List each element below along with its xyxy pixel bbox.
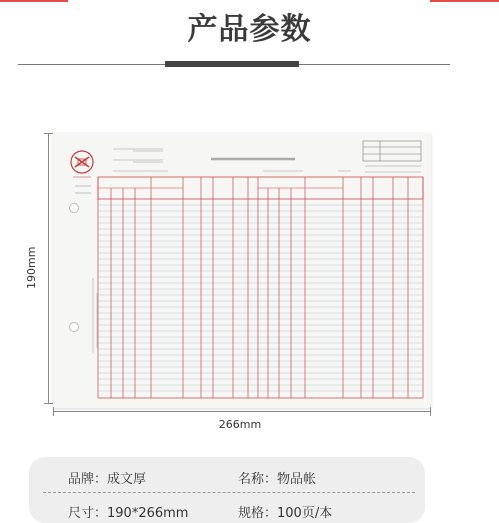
spec-format <box>238 502 332 521</box>
spec-name <box>238 468 316 487</box>
spec-format-label: 规格： <box>238 506 278 521</box>
ledger-form-drawing <box>53 133 431 408</box>
spec-size <box>68 502 188 521</box>
page-title: 产品参数 <box>187 12 312 47</box>
spec-name-label: 名称： <box>238 472 278 487</box>
binding-hole-bottom <box>69 322 79 332</box>
spec-brand <box>68 468 146 487</box>
height-dimension-tick-bottom <box>44 403 53 404</box>
ledger-sheet-image <box>53 133 431 408</box>
spec-brand-value: 成文厚 <box>107 472 147 487</box>
spec-name-value: 物品帐 <box>277 472 317 487</box>
width-dimension-line <box>53 411 431 412</box>
width-dimension-label: 266mm <box>218 418 262 431</box>
spec-brand-label: 品牌： <box>68 472 108 487</box>
height-dimension-tick-top <box>44 133 53 134</box>
ledger-grid <box>98 177 423 398</box>
title-underline <box>165 61 299 67</box>
width-dimension-tick-right <box>430 407 431 416</box>
spec-size-value: 190*266mm <box>107 506 189 521</box>
height-dimension-label: 190mm <box>25 246 38 290</box>
spec-format-value: 100页/本 <box>277 506 333 521</box>
height-dimension-line <box>48 133 49 404</box>
brand-seal-icon <box>71 151 93 193</box>
binding-hole-top <box>69 203 79 213</box>
spec-size-label: 尺寸： <box>68 506 108 521</box>
top-accent-strip <box>0 0 499 3</box>
spec-divider <box>43 492 415 493</box>
width-dimension-tick-left <box>53 407 54 416</box>
